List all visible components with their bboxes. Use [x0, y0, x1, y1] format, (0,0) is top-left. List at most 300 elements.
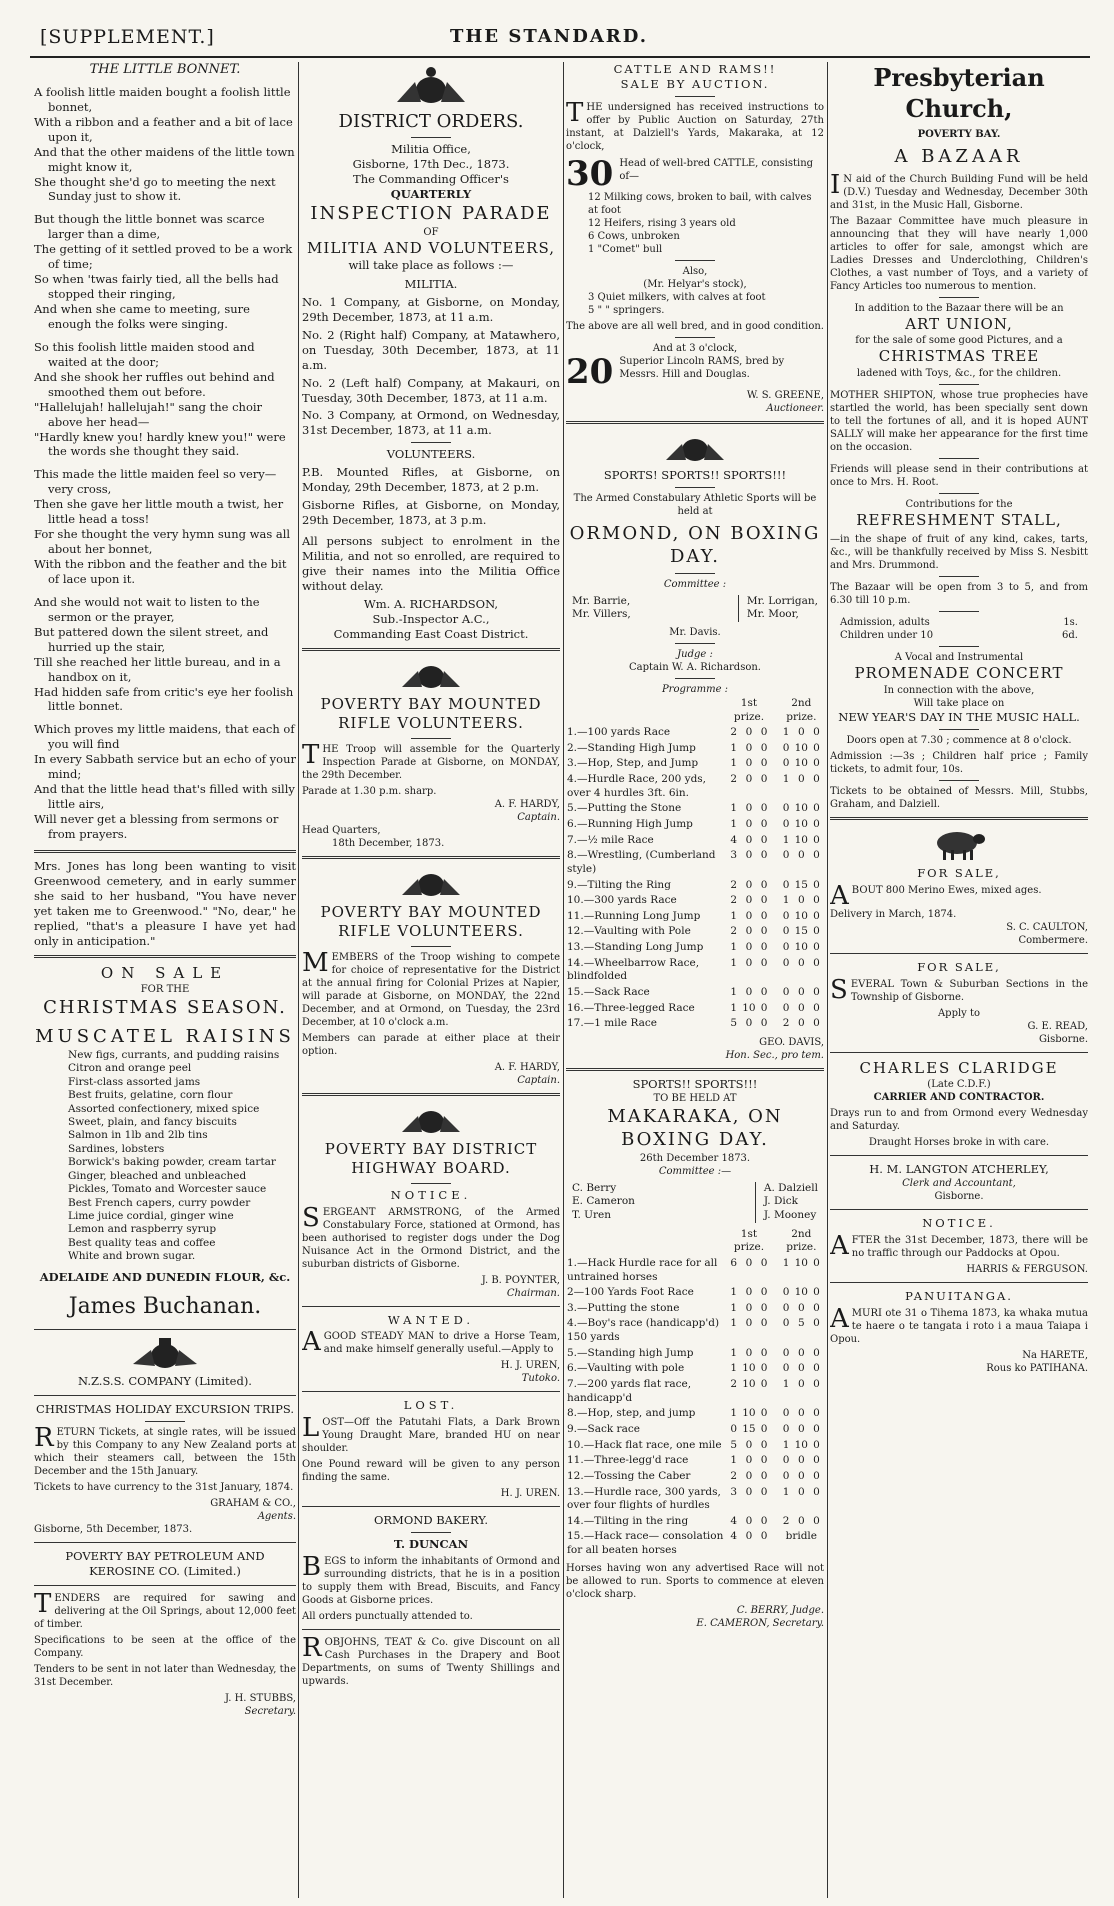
first-prize-amount: 1	[730, 757, 738, 770]
poem-title: THE LITTLE BONNET.	[89, 62, 241, 77]
spacer	[772, 909, 779, 925]
programme-row	[566, 1453, 824, 1469]
cattle-count: 30	[566, 153, 614, 194]
first-prize-amount: 1	[730, 1407, 738, 1420]
forsale1-signed: S. C. CAULTON,	[1006, 921, 1088, 933]
first-prize-amount: 0	[745, 1530, 753, 1543]
notice-signed: HARRIS & FERGUSON.	[966, 1263, 1088, 1275]
petroleum-title: Secretary.	[244, 1706, 296, 1718]
second-prize-amount: 0	[797, 1469, 805, 1482]
first-prize-amount: 0	[760, 1256, 768, 1269]
friends-text: Friends will please send in their contributions at once to Mrs. H. Root.	[830, 463, 1088, 488]
militia-heading: MILITIA.	[404, 276, 458, 291]
second-prize-amount: 0	[782, 1286, 790, 1299]
admission-children-price: 6d.	[1062, 630, 1078, 642]
second-prize-amount: 0	[782, 986, 790, 999]
event-name: 14.—Wheelbarrow Race, blindfolded	[567, 956, 700, 983]
militia-company: No. 1 Company, at Gisborne, on Monday, 29th December, 1873, at 11 a.m.	[302, 294, 560, 324]
programme-row	[566, 848, 824, 877]
second-prize-amount: 0	[782, 757, 790, 770]
event-name: 16.—Three-legged Race	[567, 1001, 695, 1014]
spacer	[772, 848, 779, 877]
second-prize-amount: 10	[794, 1286, 808, 1299]
second-prize-amount: 0	[813, 1485, 820, 1498]
sports-place: ORMOND, ON BOXING DAY.	[569, 522, 821, 568]
first-prize-amount: 0	[760, 1407, 768, 1420]
second-prize-amount: 0	[797, 1485, 805, 1498]
spacer	[772, 924, 779, 940]
petroleum-specs: Specifications to be seen at the office of the Company.	[34, 1635, 296, 1660]
highway-title: Chairman.	[506, 1287, 560, 1299]
pbmr-body: HE Troop will assemble for the Quarterly Inspection Parade at Gisborne, on MONDAY, the 29th December.	[302, 743, 560, 781]
first-prize-amount: 1	[730, 1346, 738, 1359]
event-name: 2.—Standing High Jump	[567, 741, 696, 754]
first-prize-amount: 1	[730, 818, 738, 830]
grocery-item: Pickles, Tomato and Worcester sauce	[68, 1183, 267, 1196]
second-prize-amount: 1	[782, 894, 790, 907]
first-prize-amount: 0	[745, 1256, 753, 1269]
first-prize-amount: 0	[730, 1422, 738, 1435]
merchant-name: James Buchanan.	[68, 1293, 262, 1319]
committee-member: J. Dick	[763, 1195, 798, 1208]
cattle-lot: 12 Milking cows, broken to bail, with calves at foot	[588, 191, 812, 216]
militia-company: No. 2 (Left half) Company, at Makauri, on Tuesday, 30th December, 1873, at 11 a.m.	[302, 375, 560, 405]
lost-signed: H. J. UREN.	[500, 1488, 560, 1500]
programme-row	[566, 909, 824, 925]
atcherley-title: Clerk and Accountant,	[902, 1178, 1016, 1190]
committee-member: A. Dalziell	[763, 1181, 818, 1194]
claridge-trade: CARRIER AND CONTRACTOR.	[873, 1092, 1045, 1104]
poem-stanza	[34, 212, 296, 332]
wanted-body: GOOD STEADY MAN to drive a Horse Team, and make himself generally useful.—Apply to	[323, 1331, 560, 1356]
programme-row	[566, 940, 824, 956]
second-prize-amount: 5	[797, 1317, 805, 1330]
event-name: 10.—300 yards Race	[567, 894, 677, 907]
doors-open: Doors open at 7.30 ; commence at 8 o'clock.	[846, 734, 1072, 746]
second-prize-amount: 0	[797, 1378, 805, 1391]
second-prize-amount: 0	[782, 818, 790, 830]
programme-row	[566, 1406, 824, 1422]
second-prize-amount: 0	[813, 1362, 820, 1375]
poem-stanza	[34, 722, 296, 842]
at-three-label: And at 3 o'clock,	[652, 342, 738, 354]
pbmr-captain: Captain.	[517, 811, 560, 823]
district-commanding: Commanding East Coast District.	[333, 626, 529, 641]
first-prize-amount: 0	[760, 941, 768, 954]
second-prize-amount: 0	[782, 741, 790, 754]
committee-label: Committee :	[663, 578, 727, 590]
first-prize-amount: 0	[760, 773, 768, 786]
spacer	[772, 878, 779, 894]
first-prize-amount: 1	[730, 1001, 738, 1014]
first-prize-amount: 2	[730, 1469, 738, 1482]
spacer	[772, 1301, 779, 1317]
spacer	[772, 1256, 779, 1285]
cattle-lots	[566, 191, 824, 256]
first-prize-amount: 0	[745, 1438, 753, 1451]
programme-row	[566, 1377, 824, 1406]
programme-row	[566, 833, 824, 849]
bakery-orders: All orders punctually attended to.	[302, 1611, 473, 1623]
second-prize-amount: 0	[797, 773, 805, 786]
first-prize-amount: 1	[730, 741, 738, 754]
first-prize-amount: 1	[730, 1286, 738, 1299]
grocery-item: Borwick's baking powder, cream tartar	[68, 1156, 276, 1169]
sports1-title: Hon. Sec., pro tem.	[725, 1049, 824, 1061]
programme-row	[566, 1301, 824, 1317]
second-prize-amount: 0	[813, 818, 820, 830]
nzss-agent-title: Agents.	[257, 1511, 296, 1523]
programme-row	[566, 1016, 824, 1032]
second-prize-amount: 1	[782, 726, 790, 739]
first-prize-amount: 0	[760, 1438, 768, 1451]
grocery-item: Salmon in 1lb and 2lb tins	[68, 1129, 208, 1142]
spacer	[772, 956, 779, 985]
on-sale-heading: ON SALE	[100, 963, 230, 982]
second-prize-amount: 0	[782, 1454, 790, 1467]
grocery-item: Best fruits, gelatine, corn flour	[68, 1089, 233, 1102]
spacer	[772, 833, 779, 849]
event-name: 5.—Standing high Jump	[567, 1346, 694, 1359]
forsale1-place: Combermere.	[1018, 934, 1088, 946]
column-1: THE LITTLE BONNET. A foolish little maiden bought a foolish little bonnet, With a ribbon and a feather and a bit of lace upon it, And that the other maidens of the little town might know it, She thought she'd go to meeting the next Sunday just to show it. But though the little bonnet was scarce larger than a dime, The getting of it settled proved to be a work of time; So when 'twas fairly tied, all the bells had stopped their ringing, And when she came to meeting, sure enough the folks were singing. So this foolish little maiden stood and waited at the door; And she shook her ruffles out behind and smoothed them out before. "Hallelujah! hallelujah!" sang the choir above her head— "Hardly knew you! hardly knew you!" were the words she thought they said. This made the little maiden feel so very—very cross, Then she gave her little mouth a twist, her little head a toss! For she thought the very hymn sung was all about her bonnet, With the ribbon and the feather and the bit of lace upon it. And she would not wait to listen to the sermon or the prayer, But pattered down the silent street, and hurried up the stair, Till she reached her little bureau, and in a handbox on it, Had hidden safe from critic's eye her foolish little bonnet. Which proves my little maidens, that each of you will find In every Sabbath service but an echo of your mind; And that the little head that's filled with silly little airs, Will never get a blessing from sermons or from prayers. Mrs. Jones has long been wanting to visit Greenwood cemetery, and in early summer she said to her husband, "You have never yet taken me to Greenwood." "No, dear," he replied, "that's a pleasure I have yet had only in anticipation." ON SALE FOR THE CHRISTMAS SEASON. MUSCATEL RAISINS New figs, currants, and pudding raisins Citron and orange peel First-class assorted jams Best fruits, gelatine, corn flour Assorted confectionery, mixed spice Sweet, plain, and fancy biscuits Salmon in 1lb and 2lb tins Sardines, lobsters Borwick's baking powder, cream tartar Ginger, bleached and unbleached Pickles, Tomato and Worcester sauce Best French capers, curry powder Lime juice cordial, ginger wine Lemon and raspberry syrup Best quality teas and coffee White and brown sugar. ADELAIDE AND DUNEDIN FLOUR, &c. James Buchanan. N.Z.S.S. COMPANY (Limited). CHRISTMAS HOLIDAY EXCURSION TRIPS. RETURN Tickets, at single rates, will be issued by this Company to any New Zealand ports at which their steamers call, between the 15th December and the 15th January. Tickets to have currency to the 31st January, 1874. GRAHAM & CO., Agents. Gisborne, 5th December, 1873. POVERTY BAY PETROLEUM AND KEROSINE CO. (Limited.) TENDERS are required for sawing and delivering at the Oil Springs, about 12,000 feet of timber. Specifications to be seen at the office of the Company. Tenders to be sent in not later than Wednesday, the 31st December. J. H. STUBBS, Secretary.	[34, 62, 296, 1718]
pbmr2-body: EMBERS of the Troop wishing to compete for choice of representative for the District at the annual firing for Colonial Prizes at Napier, will parade at Gisborne, on MONDAY, the 22nd December, and at Ormond, on Tuesday, the 23rd December, at 10 o'clock a.m.	[302, 951, 560, 1028]
place-label: will take place as follows :—	[348, 258, 514, 273]
column-3: CATTLE AND RAMS!! SALE BY AUCTION. THE undersigned has received instructions to offer by Public Auction on Saturday, 27th instant, at Dalziell's Yards, Makaraka, at 12 o'clock, 30 Head of well-bred CATTLE, consisting of— 12 Milking cows, broken to bail, with calves at foot 12 Heifers, rising 3 years old 6 Cows, unbroken 1 "Comet" bull Also, (Mr. Helyar's stock), 3 Quiet milkers, with calves at foot 5 " " springers. The above are all well bred, and in good condition. And at 3 o'clock, 20 Superior Lincoln RAMS, bred by Messrs. Hill and Douglas. W. S. GREENE, Auctioneer. SPORTS! SPORTS!! SPORTS!!! The Armed Constabulary Athletic Sports will be held at ORMOND, ON BOXING DAY. Committee : Mr. Barrie, Mr. Villers, Mr. Lorrigan, Mr. Moor, Mr. Davis. Judge : Captain W. A. Richardson. Programme : 1st prize. 2nd prize. 1.—100 yards Race 2 0 0 1 0 0 2.—Standing High Jump 1 0 0 0 10 0 3.—Hop, Step, and Jump 1 0 0 0 10 0 4.—Hurdle Race, 200 yds, over 4 hurdles 3ft. 6in. 2 0 0 1 0 0 5.—Putting the Stone 1 0 0 0 10 0 6.—Running High Jump 1 0 0 0 10 0 7.—½ mile Race 4 0 0 1 10 0 8.—Wrestling, (Cumberland style) 3 0 0 0 0 0 9.—Tilting the Ring 2 0 0 0 15 0 10.—300 yards Race 2 0 0 1 0 0 11.—Running Long Jump 1 0 0 0 10 0 12.—Vaulting with Pole 2 0 0 0 15 0 13.—Standing Long Jump 1 0 0 0 10 0 14.—Wheelbarrow Race, blindfolded 1 0 0 0 0 0 15.—Sack Race 1 0 0 0 0 0 16.—Three-legged Race 1 10 0 0 0 0 17.—1 mile Race 5 0 0 2 0 0 GEO. DAVIS, Hon. Sec., pro tem. SPORTS!! SPORTS!!! TO BE HELD AT MAKARAKA, ON BOXING DAY. 26th December 1873. Committee :— C. Berry E. Cameron T. Uren A. Dalziell J. Dick J. Mooney 1st prize. 2nd prize. 1.—Hack Hurdle race for all untrained horses 6 0 0 1 10 0 2—100 Yards Foot Race 1 0 0 0 10 0 3.—Putting the stone 1 0 0 0 0 0 4.—Boy's race (handicapp'd) 150 yards 1 0 0 0 5 0 5.—Standing high Jump 1 0 0 0 0 0 6.—Vaulting with pole 1 10 0 0 0 0 7.—200 yards flat race, handicapp'd 2 10 0 1 0 0 8.—Hop, step, and jump 1 10 0 0 0 0 9.—Sack race 0 15 0 0 0 0 10.—Hack flat race, one mile 5 0 0 1 10 0 11.—Three-legg'd race 1 0 0 0 0 0 12.—Tossing the Caber 2 0 0 0 0 0 13.—Hurdle race, 300 yards, over four flights of hurdles 3 0 0 1 0 0 14.—Tilting in the ring 4 0 0 2 0 0 15.—Hack race— consolation for all beaten horses 4 0 0 bridle Horses having won any advertised Race will not be allowed to run. Sports to commence at eleven o'clock sharp. C. BERRY, Judge. E. CAMERON, Secretary.	[566, 62, 824, 1629]
panuitanga-heading: PANUITANGA.	[905, 1288, 1013, 1303]
first-prize-amount: 2	[730, 894, 738, 907]
rams-description: Superior Lincoln RAMS, bred by Messrs. Hill and Douglas.	[619, 355, 785, 380]
lost-heading: LOST.	[403, 1398, 459, 1413]
spacer	[772, 940, 779, 956]
forsale2-place: Gisborne.	[1038, 1033, 1088, 1045]
first-prize-amount: 0	[745, 741, 753, 754]
spacer	[772, 1453, 779, 1469]
sports2-secretary: E. CAMERON, Secretary.	[696, 1617, 824, 1629]
grocery-item: First-class assorted jams	[68, 1075, 201, 1088]
second-prize-amount: 0	[813, 757, 820, 770]
second-prize-amount: 1	[782, 1438, 790, 1451]
spacer	[772, 1485, 779, 1514]
first-prize-amount: 6	[730, 1256, 738, 1269]
committee-bottom: Mr. Davis.	[669, 626, 721, 638]
committee-member: E. Cameron	[572, 1195, 635, 1208]
first-prize-amount: 0	[745, 909, 753, 922]
spacer	[772, 893, 779, 909]
volunteer-unit: P.B. Mounted Rifles, at Gisborne, on Monday, 29th December, 1873, at 2 p.m.	[302, 465, 560, 495]
inspection-parade-heading: INSPECTION PARADE	[310, 203, 552, 225]
also-label: Also,	[682, 265, 708, 277]
first-prize-amount: 0	[760, 878, 768, 891]
event-name: 13.—Hurdle race, 300 yards, over four flights of hurdles	[567, 1485, 721, 1512]
grocery-item: Lemon and raspberry syrup	[68, 1223, 217, 1236]
first-prize-amount: 0	[760, 1514, 768, 1527]
nzss-company: N.Z.S.S. COMPANY (Limited).	[78, 1374, 252, 1389]
first-prize-amount: 2	[730, 925, 738, 938]
connection-label: In connection with the above,	[883, 684, 1035, 696]
royal-crest-icon	[396, 657, 466, 691]
first-prize-amount: 0	[760, 818, 768, 830]
column-divider	[827, 62, 828, 1898]
first-prize-amount: 0	[760, 1485, 768, 1498]
second-prize-amount: 0	[813, 878, 820, 891]
militia-office: Militia Office,	[391, 142, 471, 157]
poem-body	[34, 85, 296, 842]
first-prize-amount: 1	[730, 1317, 738, 1330]
pbmr2-heading: POVERTY BAY MOUNTED RIFLE VOLUNTEERS.	[320, 902, 542, 941]
second-prize-amount: 0	[782, 1301, 790, 1314]
spacer	[772, 1406, 779, 1422]
christmas-season-heading: CHRISTMAS SEASON.	[43, 997, 287, 1019]
spacer	[772, 1285, 779, 1301]
first-prize-amount: 0	[745, 849, 753, 862]
second-prize-amount: 0	[797, 1001, 805, 1014]
second-prize-header: 2nd prize.	[786, 696, 817, 723]
programme-row	[566, 985, 824, 1001]
event-name: 15.—Sack Race	[567, 986, 650, 999]
second-prize-amount: 0	[813, 894, 820, 907]
first-prize-amount: 2	[730, 773, 738, 786]
spacer	[772, 1438, 779, 1454]
second-prize-amount: 0	[782, 878, 790, 891]
sports-intro: The Armed Constabulary Athletic Sports will be held at	[573, 492, 817, 517]
first-prize-amount: 2	[730, 1378, 738, 1391]
programme-row	[566, 878, 824, 894]
art-union-sub: for the sale of some good Pictures, and a	[855, 335, 1063, 347]
district-orders-heading: DISTRICT ORDERS.	[338, 111, 524, 132]
programme-row	[566, 1256, 824, 1285]
nzss-body: ETURN Tickets, at single rates, will be issued by this Company to any New Zealand ports at which their steamers call, between the 15th December and the 15th January.	[34, 1427, 296, 1478]
spacer	[772, 1529, 779, 1558]
second-prize-amount: 0	[797, 849, 805, 862]
first-prize-amount: 0	[745, 894, 753, 907]
second-prize-amount: 0	[797, 1346, 805, 1359]
second-prize-amount: 0	[813, 773, 820, 786]
highway-body: ERGEANT ARMSTRONG, of the Armed Constabulary Force, stationed at Ormond, has been authorised to register dogs under the Dog Nuisance Act in the Ormond District, and the suburban districts of Gisborne.	[302, 1206, 560, 1270]
anecdote: Mrs. Jones has long been wanting to visit Greenwood cemetery, and in early summer she said to her husband, "You have never yet taken me to Greenwood." "No, dear," he replied, "that's a pleasure I have yet had only in anticipation."	[34, 858, 296, 948]
first-prize-amount: 0	[760, 1530, 768, 1543]
flour-heading: ADELAIDE AND DUNEDIN FLOUR, &c.	[39, 1269, 291, 1284]
second-prize-amount: 15	[794, 925, 808, 938]
first-prize-amount: 0	[745, 1317, 753, 1330]
volunteers-heading: VOLUNTEERS.	[386, 447, 476, 462]
programme-row	[566, 1485, 824, 1514]
poem-stanza	[34, 595, 296, 715]
art-union-intro: In addition to the Bazaar there will be an	[854, 302, 1064, 314]
first-prize-amount: 0	[760, 1454, 768, 1467]
second-prize-amount: 10	[794, 1438, 808, 1451]
pbmr-hq: Head Quarters,	[302, 824, 381, 836]
column-2: DISTRICT ORDERS. Militia Office, Gisborne, 17th Dec., 1873. The Commanding Officer's QUARTERLY INSPECTION PARADE OF MILITIA AND VOLUNTEERS, will take place as follows :— MILITIA. No. 1 Company, at Gisborne, on Monday, 29th December, 1873, at 11 a.m. No. 2 (Right half) Company, at Matawhero, on Tuesday, 30th December, 1873, at 11 a.m. No. 2 (Left half) Company, at Makauri, on Tuesday, 30th December, 1873, at 11 a.m. No. 3 Company, at Ormond, on Wednesday, 31st December, 1873, at 11 a.m. VOLUNTEERS. P.B. Mounted Rifles, at Gisborne, on Monday, 29th December, 1873, at 2 p.m. Gisborne Rifles, at Gisborne, on Monday, 29th December, 1873, at 3 p.m. All persons subject to enrolment in the Militia, and not so enrolled, are required to give their names into the Militia Office without delay. Wm. A. RICHARDSON, Sub.-Inspector A.C., Commanding East Coast District. POVERTY BAY MOUNTED RIFLE VOLUNTEERS. THE Troop will assemble for the Quarterly Inspection Parade at Gisborne, on MONDAY, the 29th December. Parade at 1.30 p.m. sharp. A. F. HARDY, Captain. Head Quarters, 18th December, 1873. POVERTY BAY MOUNTED RIFLE VOLUNTEERS. MEMBERS of the Troop wishing to compete for choice of representative for the District at the annual firing for Colonial Prizes at Napier, will parade at Gisborne, on MONDAY, the 22nd December, and at Ormond, on Tuesday, the 23rd December, at 10 o'clock a.m. Members can parade at either place at their option. A. F. HARDY, Captain. POVERTY BAY DISTRICT HIGHWAY BOARD. NOTICE. SERGEANT ARMSTRONG, of the Armed Constabulary Force, stationed at Ormond, has been authorised to register dogs under the Dog Nuisance Act in the Ormond District, and the suburban districts of Gisborne. J. B. POYNTER, Chairman. WANTED. AGOOD STEADY MAN to drive a Horse Team, and make himself generally useful.—Apply to H. J. UREN, Tutoko. LOST. LOST—Off the Patutahi Flats, a Dark Brown Young Draught Mare, branded HU on near shoulder. One Pound reward will be given to any person finding the same. H. J. UREN. ORMOND BAKERY. T. DUNCAN BEGS to inform the inhabitants of Ormond and surrounding districts, that he is in a position to supply them with Bread, Biscuits, and Fancy Goods at Gisborne prices. All orders punctually attended to. ROBJOHNS, TEAT & Co. give Discount on all Cash Purchases in the Drapery and Boot Departments, on sums of Twenty Shillings and upwards.	[302, 62, 560, 1898]
second-prize-amount: 0	[813, 925, 820, 938]
forsale1-delivery: Delivery in March, 1874.	[830, 908, 957, 920]
first-prize-amount: 0	[745, 1469, 753, 1482]
first-prize-amount: 0	[745, 1514, 753, 1527]
claridge-horses: Draught Horses broke in with care.	[868, 1137, 1050, 1149]
grocery-list	[34, 1049, 296, 1264]
second-prize-amount: 0	[782, 941, 790, 954]
second-prize-amount: 1	[782, 1485, 790, 1498]
auction-signed: W. S. GREENE,	[746, 389, 824, 401]
event-name: 6.—Vaulting with pole	[567, 1362, 685, 1375]
panuitanga-signed-2: Rous ko PATIHANA.	[986, 1362, 1088, 1374]
royal-crest-icon	[660, 430, 730, 464]
committee-list	[572, 595, 818, 622]
milker-lot: 3 Quiet milkers, with calves at foot	[588, 291, 766, 303]
first-prize-amount: 0	[760, 1469, 768, 1482]
spacer	[772, 1346, 779, 1362]
first-prize-amount: 0	[745, 1017, 753, 1030]
highway-notice: NOTICE.	[390, 1187, 472, 1202]
atcherley-name: H. M. LANGTON ATCHERLEY,	[869, 1162, 1049, 1177]
poem-line: So this foolish little maiden stood and waited at the door;	[34, 339, 255, 369]
nzss-currency: Tickets to have currency to the 31st January, 1874.	[34, 1482, 294, 1494]
grocery-item: White and brown sugar.	[68, 1250, 196, 1263]
committee-member: C. Berry	[572, 1181, 617, 1194]
event-name: 12.—Vaulting with Pole	[567, 925, 691, 938]
event-name: 4.—Hurdle Race, 200 yds, over 4 hurdles 3ft. 6in.	[567, 773, 707, 799]
first-prize-amount: 1	[730, 986, 738, 999]
sports1-signed: GEO. DAVIS,	[759, 1036, 824, 1048]
second-prize-amount: 1	[782, 1378, 790, 1391]
second-prize-amount: 10	[794, 741, 808, 754]
pbmr-signed: A. F. HARDY,	[494, 798, 560, 810]
for-the-label: FOR THE	[140, 984, 190, 996]
second-prize-amount: 0	[813, 1514, 820, 1527]
programme-row	[566, 756, 824, 772]
spacer	[772, 1361, 779, 1377]
nzss-heading: CHRISTMAS HOLIDAY EXCURSION TRIPS.	[36, 1402, 294, 1417]
ram-count: 20	[566, 351, 614, 392]
royal-crest-icon	[396, 865, 466, 899]
first-prize-amount: 0	[760, 1301, 768, 1314]
art-union-heading: ART UNION,	[905, 314, 1013, 333]
second-prize-amount: 0	[782, 925, 790, 938]
cattle-lot: 1 "Comet" bull	[588, 243, 663, 255]
first-prize-amount: 0	[745, 818, 753, 830]
district-sub-inspector: Sub.-Inspector A.C.,	[372, 611, 490, 626]
event-name: 12.—Tossing the Caber	[567, 1469, 691, 1482]
second-prize-amount: 0	[813, 1017, 820, 1030]
robjohns-body: OBJOHNS, TEAT & Co. give Discount on all Cash Purchases in the Drapery and Boot Departments, on sums of Twenty Shillings and upwards.	[302, 1637, 560, 1688]
second-prize-amount: 0	[797, 894, 805, 907]
programme-row	[566, 956, 824, 985]
first-prize-amount: 1	[730, 1454, 738, 1467]
first-prize-amount: 1	[730, 909, 738, 922]
programme-row	[566, 1285, 824, 1301]
sports-heading: SPORTS! SPORTS!! SPORTS!!!	[603, 467, 787, 482]
auction-subheading: SALE BY AUCTION.	[620, 76, 770, 91]
programme-row	[566, 1316, 824, 1345]
programme-row	[566, 1469, 824, 1485]
church-heading: Presbyterian Church,	[873, 63, 1045, 124]
spacer	[772, 756, 779, 772]
second-prize-amount: 0	[813, 1469, 820, 1482]
second-prize-amount: 0	[813, 1407, 820, 1420]
forsale1-body: BOUT 800 Merino Ewes, mixed ages.	[851, 884, 1042, 896]
first-prize-amount: 0	[745, 1485, 753, 1498]
grocery-item: Lime juice cordial, ginger wine	[68, 1210, 234, 1223]
cattle-description: Head of well-bred CATTLE, consisting of—	[619, 157, 814, 182]
first-prize-amount: 0	[745, 802, 753, 815]
second-prize-amount: 10	[794, 833, 808, 846]
admission-adults-label: Admission, adults	[840, 617, 930, 629]
first-prize-amount: 0	[745, 1346, 753, 1359]
programme-table-2	[566, 1227, 824, 1559]
first-prize-amount: 0	[760, 1317, 768, 1330]
new-years-day-heading: NEW YEAR'S DAY IN THE MUSIC HALL.	[838, 709, 1080, 724]
second-prize-amount: 0	[813, 741, 820, 754]
notice-heading: NOTICE.	[922, 1216, 996, 1231]
enrolment-note: All persons subject to enrolment in the Militia, and not so enrolled, are required to give their names into the Militia Office without delay.	[302, 534, 560, 593]
district-intro: The Commanding Officer's	[353, 172, 509, 187]
second-prize-amount: 0	[813, 1001, 820, 1014]
first-prize-amount: 0	[760, 1362, 768, 1375]
second-prize-amount: 0	[797, 1407, 805, 1420]
event-name: 5.—Putting the Stone	[567, 802, 682, 815]
second-prize-amount: 0	[813, 802, 820, 815]
concert-admission: Admission :—3s ; Children half price ; Family tickets, to admit four, 10s.	[830, 750, 1088, 775]
sports2-committee-label: Committee :—	[658, 1165, 732, 1177]
grocery-item: Best French capers, curry powder	[68, 1196, 251, 1209]
christmas-tree-heading: CHRISTMAS TREE	[878, 347, 1040, 366]
poem-line: So when 'twas fairly tied, all the bells had stopped their ringing,	[34, 272, 279, 302]
poem-stanza	[34, 340, 296, 460]
sports2-note: Horses having won any advertised Race will not be allowed to run. Sports to commence at eleven o'clock sharp.	[566, 1562, 824, 1600]
first-prize-amount: 0	[760, 1422, 768, 1435]
sports2-judge: C. BERRY, Judge.	[736, 1604, 824, 1616]
second-prize-amount: 0	[813, 941, 820, 954]
pbmr-parade-time: Parade at 1.30 p.m. sharp.	[302, 785, 437, 797]
first-prize-amount: 10	[742, 1001, 756, 1014]
first-prize-amount: 0	[760, 802, 768, 815]
petroleum-deadline: Tenders to be sent in not later than Wednesday, the 31st December.	[34, 1664, 296, 1689]
mother-shipton-text: MOTHER SHIPTON, whose true prophecies have startled the world, has been specially sent down to tell the fortunes of all, and it is hoped AUNT SALLY will make her appearance for the first time on the occasion.	[830, 389, 1088, 453]
first-prize-amount: 0	[760, 894, 768, 907]
programme-label: Programme :	[661, 683, 729, 695]
event-name: 9.—Tilting the Ring	[567, 878, 671, 891]
programme-row	[566, 1514, 824, 1530]
panuitanga-body: MURI ote 31 o Tihema 1873, ka whaka mutua te haere o te tangata i roto i a maua Taiapa i Opou.	[830, 1307, 1088, 1345]
second-prize-amount: 0	[797, 726, 805, 739]
spacer	[772, 801, 779, 817]
of-label: OF	[423, 226, 439, 238]
vocal-label: A Vocal and Instrumental	[894, 652, 1024, 664]
second-prize-amount: 0	[797, 1017, 805, 1030]
helyar-label: (Mr. Helyar's stock),	[643, 278, 747, 290]
second-prize-amount: 0	[813, 1454, 820, 1467]
second-prize-amount: 0	[813, 833, 820, 846]
first-prize-amount: 0	[760, 726, 768, 739]
second-prize-amount: 2	[782, 1017, 790, 1030]
poem-line: And that the other maidens of the little town might know it,	[34, 144, 295, 174]
first-prize-amount: 3	[730, 849, 738, 862]
muscatel-heading: MUSCATEL RAISINS	[35, 1026, 295, 1048]
poem-line: And when she came to meeting, sure enough the folks were singing.	[34, 302, 250, 331]
bakery-name: T. DUNCAN	[393, 1537, 469, 1552]
poem-line: This made the little maiden feel so very—very cross,	[34, 467, 277, 497]
notice-body: FTER the 31st December, 1873, there will be no traffic through our Paddocks at Opou.	[851, 1234, 1088, 1259]
grocery-item: Best quality teas and coffee	[68, 1236, 216, 1249]
first-prize-amount: 0	[745, 941, 753, 954]
pbmr2-captain: Captain.	[517, 1074, 560, 1086]
royal-crest-icon	[396, 1102, 466, 1136]
coat-of-arms-icon	[125, 1336, 205, 1370]
event-name: 3.—Hop, Step, and Jump	[567, 757, 699, 770]
first-prize-amount: 2	[730, 878, 738, 891]
second-prize-amount: 1	[782, 833, 790, 846]
spacer	[772, 772, 779, 801]
